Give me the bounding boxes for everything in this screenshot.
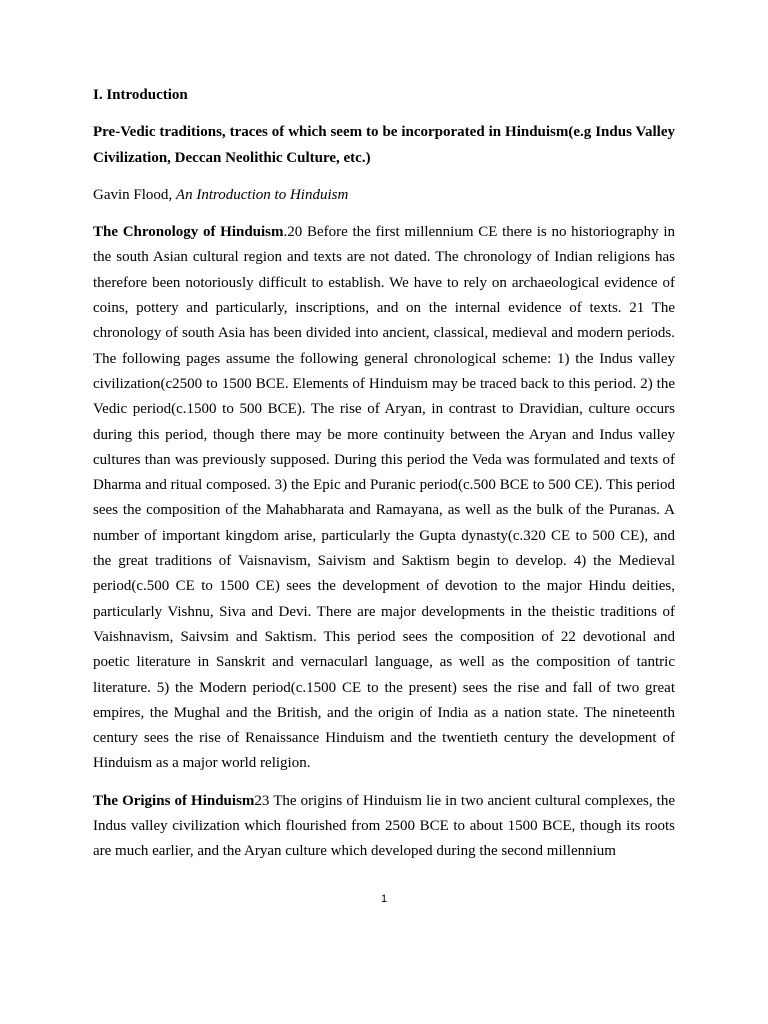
paragraph-chronology-lead: The Chronology of Hinduism — [93, 224, 284, 241]
section-heading: I. Introduction — [93, 87, 188, 103]
page-number: 1 — [380, 893, 388, 905]
paragraph-chronology — [93, 220, 675, 777]
citation-title: An Introduction to Hinduism — [175, 186, 349, 203]
paragraph-origins-lead: The Origins of Hinduism — [93, 792, 255, 809]
citation-author: Gavin Flood, — [93, 186, 176, 203]
document-body — [93, 83, 675, 877]
paragraph-origins-body: 23 The origins of Hinduism lie in two ancient cultural complexes, the Indus valley civilization which flourished from 2500 BCE to about 1500 BCE, though its roots are much earlier, and the Aryan culture which developed during the second millennium — [93, 792, 676, 860]
citation — [93, 183, 675, 208]
paragraph-origins — [93, 789, 675, 865]
paragraph-chronology-body: .20 Before the first millennium CE there is no historiography in the south Asian cultural region and texts are not dated. The chronology of Indian religions has therefore been notoriously difficult to establish. We have to rely on archaeological evidence of coins, pottery and particularly, inscriptions, and on the internal evidence of texts. 21 The chronology of south Asia has been divided into ancient, classical, medieval and modern periods. The following pages assume the following general chronological scheme: 1) the Indus valley civilization(c2500 to 1500 BCE. Elements of Hinduism may be traced back to this period. 2) the Vedic period(c.1500 to 500 BCE). The rise of Aryan, in contrast to Dravidian, culture occurs during this period, though there may be more continuity between the Aryan and Indus valley cultures than was previously supposed. During this period the Veda was formulated and texts of Dharma and ritual composed. 3) the Epic and Puranic period(c.500 BCE to 500 CE). This period sees the composition of the Mahabharata and Ramayana, as well as the bulk of the Puranas. A number of important kingdom arise, particularly the Gupta dynasty(c.320 CE to 500 CE), and the great traditions of Vaisnavism, Saivism and Saktism begin to develop. 4) the Medieval period(c.500 CE to 1500 CE) sees the development of devotion to the major Hindu deities, particularly Vishnu, Siva and Devi. There are major developments in the theistic traditions of Vaishnavism, Saivsim and Saktism. This period sees the composition of 22 devotional and poetic literature in Sanskrit and vernacularl language, as well as the composition of tantric literature. 5) the Modern period(c.1500 CE to the present) sees the rise and fall of two great empires, the Mughal and the British, and the origin of India as a nation state. The nineteenth century sees the rise of Renaissance Hinduism and the twentieth century the development of Hinduism as a major world religion. — [93, 224, 675, 772]
subheading: Pre-Vedic traditions, traces of which seem to be incorporated in Hinduism(e.g Indus Valley Civilization, Deccan Neolithic Culture, etc.) — [93, 124, 675, 166]
